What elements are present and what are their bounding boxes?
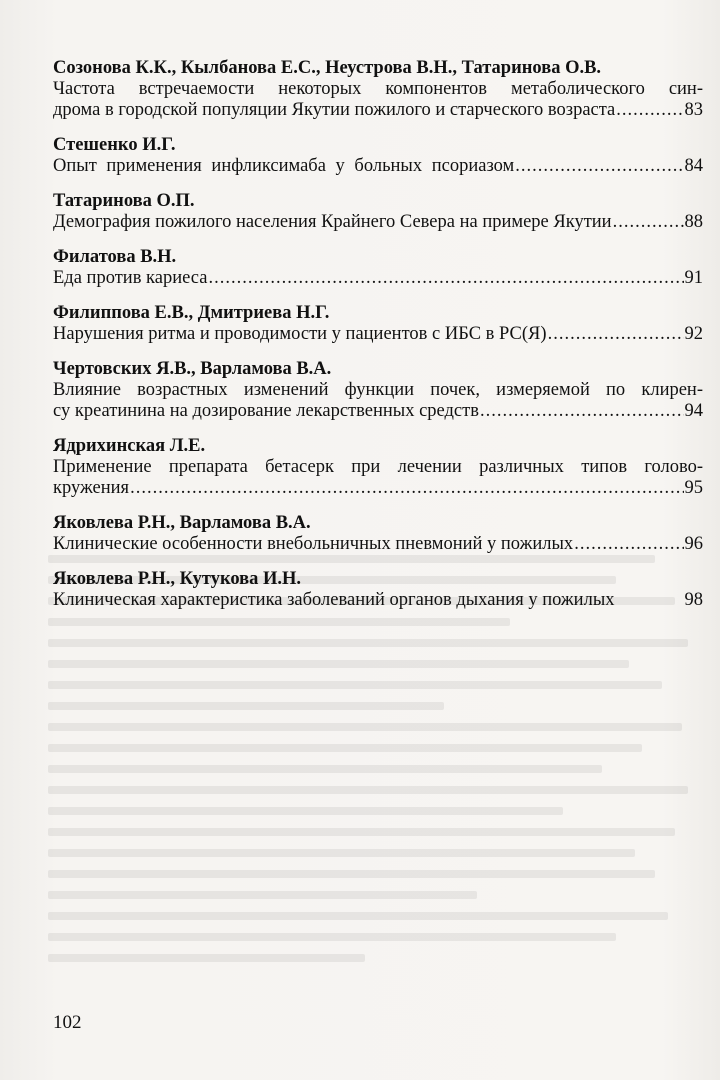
page-number: 102: [53, 1012, 82, 1033]
title-line: Влияние возрастных изменений функции почек, измеряемой по клирен-: [53, 380, 703, 400]
title-text: дрома в городской популяции Якутии пожилого и старческого возраста: [53, 100, 616, 120]
entry-title: [53, 380, 703, 422]
page-ref: 88: [684, 212, 703, 232]
page-ref: 95: [684, 478, 703, 498]
title-text: Клиническая характеристика заболеваний органов дыхания у пожилых: [53, 590, 615, 610]
toc-entry: [53, 247, 703, 289]
title-text: кружения: [53, 478, 130, 498]
title-line: Частота встречаемости некоторых компонентов метаболического син-: [53, 79, 703, 99]
title-line: Применение препарата бетасерк при лечении различных типов голово-: [53, 457, 703, 477]
page-ref: 83: [684, 100, 703, 120]
entry-title: [53, 268, 703, 289]
toc-entry: [53, 135, 703, 177]
entry-authors: Созонова К.К., Кылбанова Е.С., Неустрова В.Н., Татаринова О.В.: [53, 58, 602, 78]
title-line: [53, 324, 703, 345]
entry-title: [53, 324, 703, 345]
title-line: [53, 401, 703, 422]
page-ref: 94: [684, 401, 703, 421]
title-text: Демография пожилого населения Крайнего Севера на примере Якутии: [53, 212, 612, 232]
entry-title: [53, 590, 703, 611]
table-of-contents: [53, 58, 703, 611]
page-ref: 84: [684, 156, 703, 176]
show-through-text: [48, 555, 708, 975]
toc-entry: [53, 513, 703, 555]
title-line: [53, 100, 703, 121]
title-line: [53, 478, 703, 499]
toc-entry: [53, 359, 703, 422]
dot-leader: [574, 534, 683, 555]
title-text: Опыт применения инфликсимаба у больных псориазом: [53, 156, 515, 176]
entry-authors: Филатова В.Н.: [53, 247, 177, 267]
dot-leader: [548, 324, 684, 345]
entry-title: [53, 212, 703, 233]
title-line: [53, 268, 703, 289]
page-ref: 91: [684, 268, 703, 288]
toc-entry: [53, 58, 703, 121]
toc-entry: [53, 191, 703, 233]
page-ref: 96: [684, 534, 703, 554]
dot-leader: [130, 478, 683, 499]
dot-leader: [515, 156, 683, 177]
dot-leader: [208, 268, 683, 289]
entry-authors: Стешенко И.Г.: [53, 135, 176, 155]
toc-entry: [53, 569, 703, 611]
entry-title: [53, 156, 703, 177]
entry-title: [53, 457, 703, 499]
title-line: [53, 212, 703, 233]
dot-leader: [480, 401, 684, 422]
entry-title: [53, 79, 703, 121]
entry-authors: Чертовских Я.В., Варламова В.А.: [53, 359, 332, 379]
dot-leader: [616, 100, 683, 121]
page-ref: 98: [684, 590, 703, 610]
toc-entry: [53, 303, 703, 345]
title-text: су креатинина на дозирование лекарственных средств: [53, 401, 479, 421]
title-text: Клинические особенности внебольничных пневмоний у пожилых: [53, 534, 574, 554]
title-text: Еда против кариеса: [53, 268, 208, 288]
entry-authors: Яковлева Р.Н., Кутукова И.Н.: [53, 569, 302, 589]
entry-authors: Татаринова О.П.: [53, 191, 195, 211]
title-line: [53, 534, 703, 555]
dot-leader: [613, 212, 684, 233]
title-text: Нарушения ритма и проводимости у пациентов с ИБС в РС(Я): [53, 324, 547, 344]
entry-authors: Ядрихинская Л.Е.: [53, 436, 206, 456]
entry-title: [53, 534, 703, 555]
title-line: [53, 156, 703, 177]
toc-entry: [53, 436, 703, 499]
entry-authors: Филиппова Е.В., Дмитриева Н.Г.: [53, 303, 330, 323]
title-line: [53, 590, 703, 611]
page-ref: 92: [684, 324, 703, 344]
entry-authors: Яковлева Р.Н., Варламова В.А.: [53, 513, 311, 533]
